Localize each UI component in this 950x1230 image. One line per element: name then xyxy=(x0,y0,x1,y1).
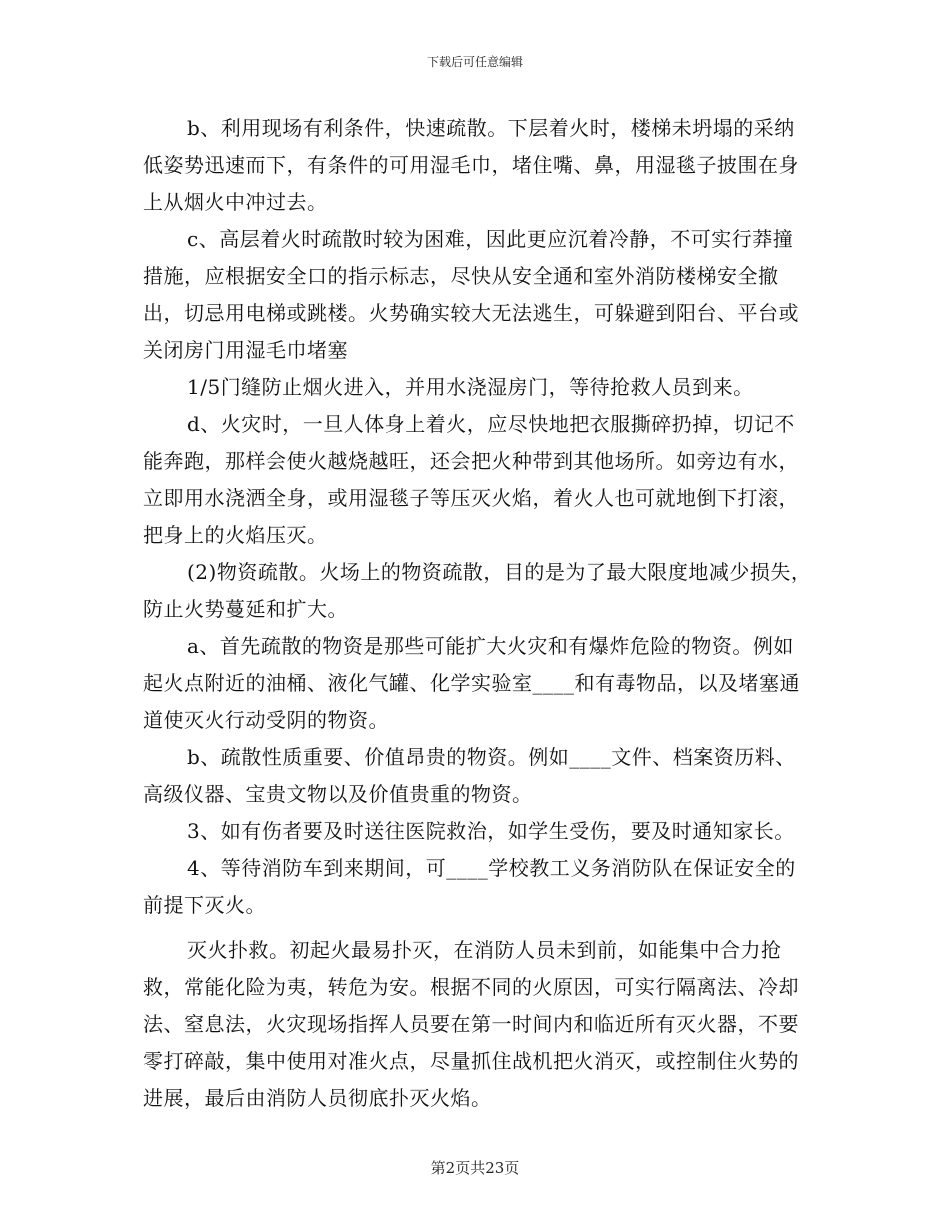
paragraph-door-gap: 1/5门缝防止烟火进入，并用水浇湿房门，等待抢救人员到来。 xyxy=(187,375,754,399)
paragraph-evacuate-lower-floor: b、利用现场有利条件，快速疏散。下层着火时，楼梯未坍塌的采纳低姿势迅速而下，有条件的可用湿毛巾，堵住嘴、鼻，用湿毯子披围在身上从烟火中冲过去。 xyxy=(143,116,799,214)
page-number: 第2页共23页 xyxy=(430,1159,520,1177)
paragraph-fire-fighting: 灭火扑救。初起火最易扑灭，在消防人员未到前，如能集中合力抢救，常能化险为夷，转危为安。根据不同的火原因，可实行隔离法、冷却法、窒息法，火灾现场指挥人员要在第一时间内和临近所有灭火器，不要零打碎敲，集中使用对准火点，尽量抓住战机把火消灭，或控制住火势的进展，最后由消防人员彻底扑灭火焰。 xyxy=(143,938,799,1110)
paragraph-valuable-materials: b、疏散性质重要、价值昂贵的物资。例如____文件、档案资历料、高级仪器、宝贵文物以及价值贵重的物资。 xyxy=(143,745,796,806)
paragraph-body-on-fire: d、火灾时，一旦人体身上着火，应尽快地把衣服撕碎扔掉，切记不能奔跑，那样会使火越烧越旺，还会把火种带到其他场所。如旁边有水，立即用水浇洒全身，或用湿毯子等压灭火焰，着火人也可就地倒下打滚，把身上的火焰压灭。 xyxy=(143,412,799,547)
paragraph-evacuate-high-floor: c、高层着火时疏散时较为困难，因此更应沉着冷静，不可实行莽撞措施，应根据安全口的指示标志，尽快从安全通和室外消防楼梯安全撤出，切忌用电梯或跳楼。火势确实较大无法逃生，可躲避到阳台、平台或关闭房门用湿毛巾堵塞 xyxy=(143,227,799,362)
page-header: 下载后可任意编辑 xyxy=(426,55,523,69)
paragraph-injured: 3、如有伤者要及时送往医院救治，如学生受伤，要及时通知家长。 xyxy=(187,819,795,843)
paragraph-dangerous-materials: a、首先疏散的物资是那些可能扩大火灾和有爆炸危险的物资。例如起火点附近的油桶、液化气罐、化学实验室____和有毒物品，以及堵塞通道使灭火行动受阴的物资。 xyxy=(143,634,800,732)
paragraph-material-evacuation: (2)物资疏散。火场上的物资疏散，目的是为了最大限度地减少损失，防止火势蔓延和扩大。 xyxy=(143,560,812,621)
paragraph-await-firetruck: 4、等待消防车到来期间，可____学校教工义务消防队在保证安全的前提下灭火。 xyxy=(143,856,796,917)
document-body xyxy=(143,110,813,1117)
